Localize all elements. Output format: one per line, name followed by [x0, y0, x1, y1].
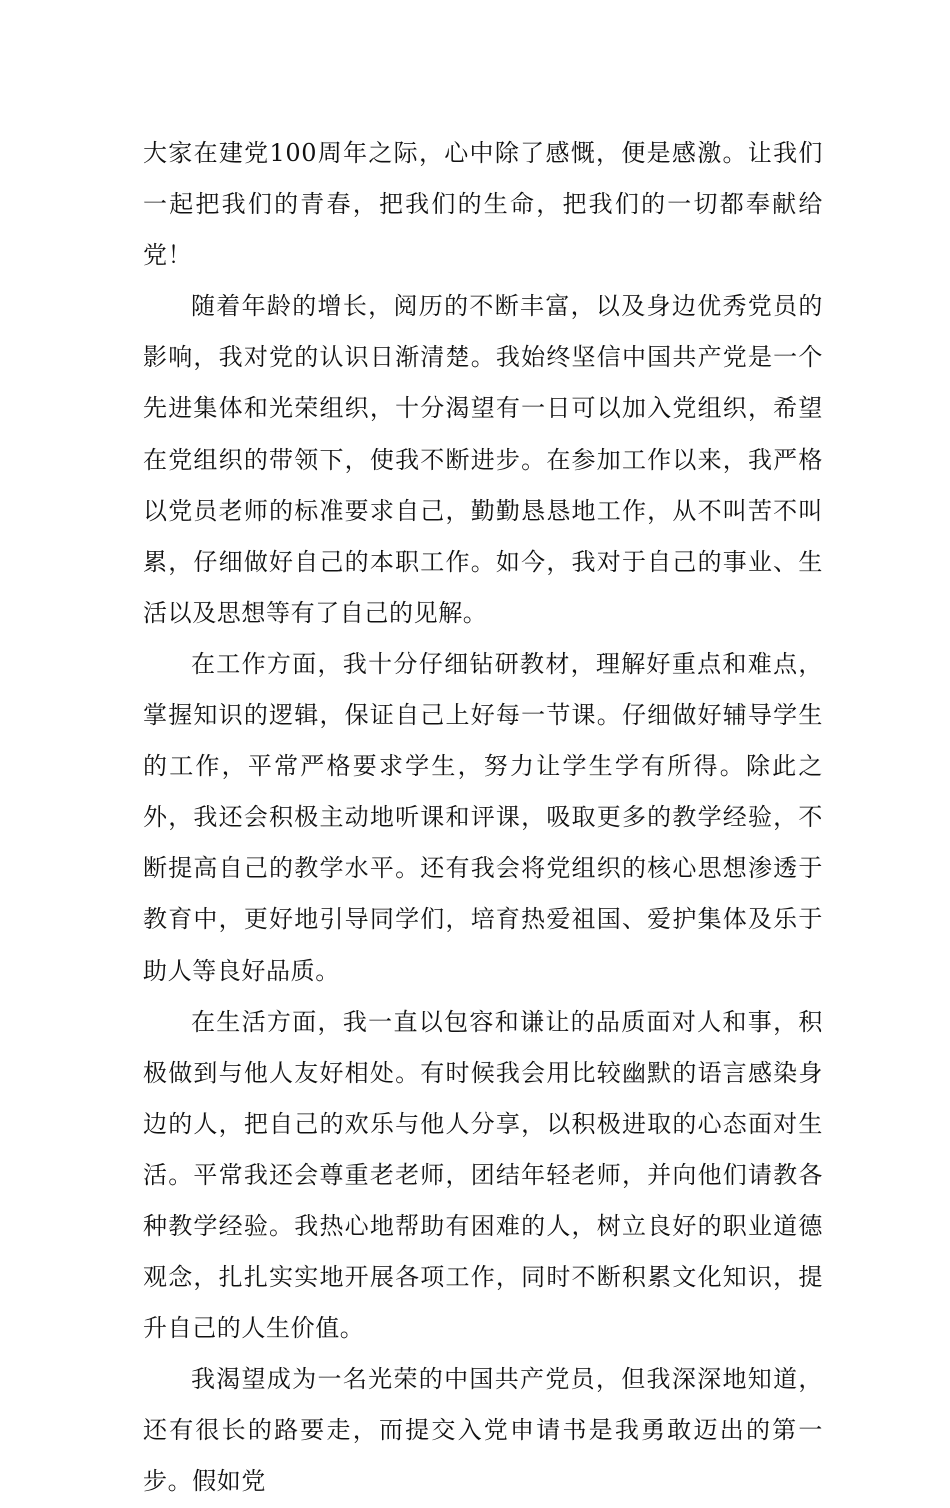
paragraph-4: 在生活方面，我一直以包容和谦让的品质面对人和事，积极做到与他人友好相处。有时候我会用比较幽默的语言感染身边的人，把自己的欢乐与他人分享，以积极进取的心态面对生活。平常我还会尊重老老师，团结年轻老师，并向他们请教各种教学经验。我热心地帮助有困难的人，树立良好的职业道德观念，扎扎实实地开展各项工作，同时不断积累文化知识，提升自己的人生价值。 [143, 1007, 823, 1343]
paragraph-2: 随着年龄的增长，阅历的不断丰富，以及身边优秀党员的影响，我对党的认识日渐清楚。我始终坚信中国共产党是一个先进集体和光荣组织，十分渴望有一日可以加入党组织，希望在党组织的带领下，使我不断进步。在参加工作以来，我严格以党员老师的标准要求自己，勤勤恳恳地工作，从不叫苦不叫累，仔细做好自己的本职工作。如今，我对于自己的事业、生活以及思想等有了自己的见解。 [143, 292, 823, 627]
document-body [143, 128, 823, 1508]
paragraph-3: 在工作方面，我十分仔细钻研教材，理解好重点和难点，掌握知识的逻辑，保证自己上好每一节课。仔细做好辅导学生的工作，平常严格要求学生，努力让学生学有所得。除此之外，我还会积极主动地听课和评课，吸取更多的教学经验，不断提高自己的教学水平。还有我会将党组织的核心思想渗透于教育中，更好地引导同学们，培育热爱祖国、爱护集体及乐于助人等良好品质。 [143, 649, 823, 985]
paragraph-5: 我渴望成为一名光荣的中国共产党员，但我深深地知道，还有很长的路要走，而提交入党申请书是我勇敢迈出的第一步。假如党 [143, 1365, 823, 1496]
paragraph-1: 大家在建党100周年之际，心中除了感慨，便是感激。让我们一起把我们的青春，把我们的生命，把我们的一切都奉献给党！ [143, 139, 823, 270]
